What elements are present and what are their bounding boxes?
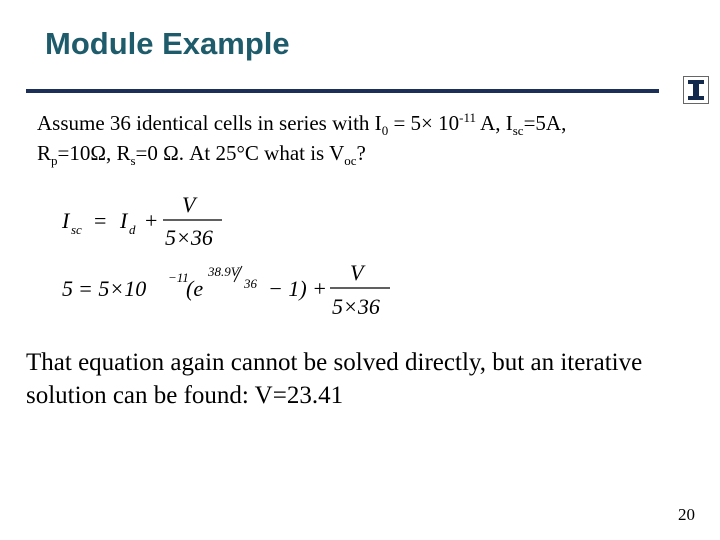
problem-text: Assume 36 identical cells in series with I [37,111,382,135]
eq1-id-sub: d [129,222,136,237]
problem-text: ? [356,141,366,165]
problem-subscript: oc [344,153,357,169]
eq2-coefficient: = 5×10 [78,276,147,301]
eq2-minus-one: − 1) + [268,276,328,301]
solution-text: That equation again cannot be solved directly, but an iterative solution can be found: V=23.41 [26,349,643,409]
slide-title: Module Example [45,26,290,61]
problem-text: A, I [475,111,513,135]
problem-text: = 5× 10 [388,111,460,135]
eq2-exp-open: (e [186,276,204,301]
eq2-e-exponent-num: 38.9V [208,264,239,279]
eq1-lhs-sub: sc [71,222,82,237]
eq1-numerator: V [182,192,196,217]
problem-text: =10Ω, R [57,141,131,165]
university-logo-icon [683,76,709,104]
problem-text: R [37,141,52,165]
problem-text: =0 Ω. At 25°C what is V [135,141,345,165]
equation-1 [62,192,242,252]
problem-subscript: 0 [381,123,389,139]
problem-line-1 [37,108,677,138]
problem-text: =5A, [523,111,567,135]
problem-subscript: p [51,153,58,169]
page-number: 20 [678,505,695,524]
eq2-e-exponent-den: 36 [244,276,257,291]
title-divider [26,89,659,93]
problem-subscript: s [130,153,136,169]
problem-subscript: sc [512,123,524,139]
equation-2 [62,260,402,324]
problem-line-2 [37,138,677,168]
eq1-plus: + [145,208,158,233]
eq2-lhs: 5 [62,276,73,301]
eq1-lhs: I [62,208,70,233]
eq1-equals: = [94,208,107,233]
eq1-denominator: 5×36 [165,225,213,250]
eq2-exponent: −11 [168,270,189,285]
eq2-denominator: 5×36 [332,294,380,319]
problem-superscript: -11 [459,110,476,125]
eq1-id: I [120,208,128,233]
problem-statement [37,108,677,168]
eq2-numerator: V [350,260,364,285]
